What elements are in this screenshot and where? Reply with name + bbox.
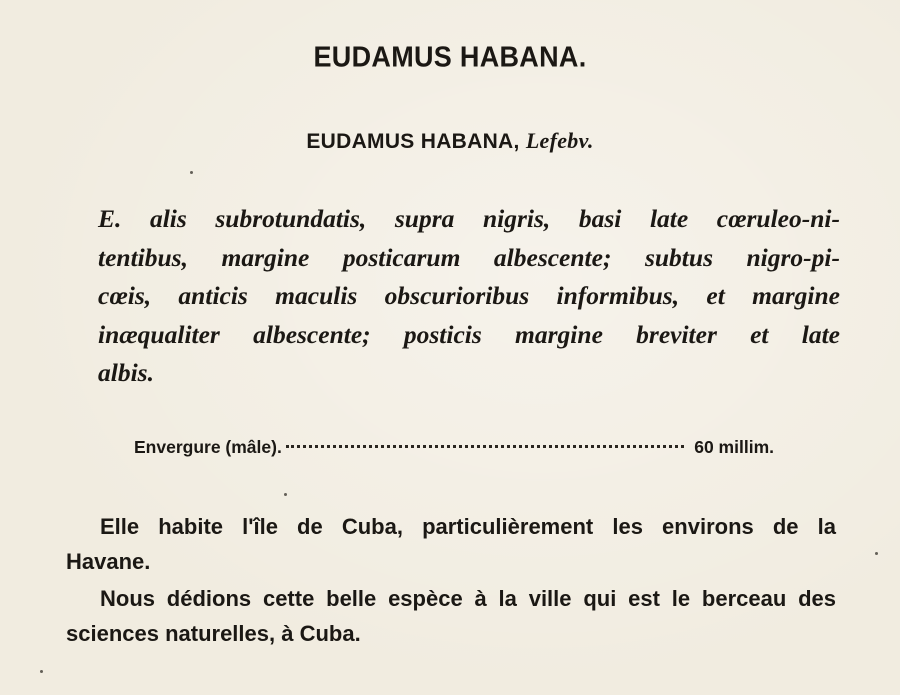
latin-diagnosis [98, 200, 840, 393]
diagnosis-line: albis. [98, 358, 154, 387]
diagnosis-line: inæqualiter albescente; posticis margine breviter et late [98, 319, 840, 349]
paper-speck [284, 493, 287, 496]
species-name: EUDAMUS HABANA, [306, 130, 520, 153]
diagnosis-line: tentibus, margine posticarum albescente; subtus nigro-pi- [98, 242, 840, 272]
paper-speck [875, 552, 878, 555]
dot-leader [286, 445, 684, 448]
paper-speck [40, 670, 43, 673]
page-title: EUDAMUS HABANA. [313, 41, 587, 73]
wingspan-value: 60 millim. [694, 437, 774, 457]
diagnosis-line: cœis, anticis maculis obscurioribus informibus, et margine [98, 281, 840, 310]
paragraph-line: Nous dédions cette belle espèce à la ville qui est le berceau des [100, 586, 836, 611]
diagnosis-line: E. alis subrotundatis, supra nigris, basi late cœruleo-ni- [98, 204, 840, 233]
species-author: Lefebv. [525, 128, 594, 153]
paper-speck [190, 171, 193, 174]
wingspan-label: Envergure (mâle). [134, 437, 282, 457]
species-heading [0, 128, 900, 154]
wingspan-row [134, 437, 774, 458]
dedication-paragraph [66, 581, 836, 651]
paragraph-line: Elle habite l'île de Cuba, particulièrement les environs de la [100, 514, 836, 539]
paragraph-line: sciences naturelles, à Cuba. [66, 621, 361, 646]
habitat-paragraph [66, 509, 836, 579]
paragraph-line: Havane. [66, 549, 151, 574]
